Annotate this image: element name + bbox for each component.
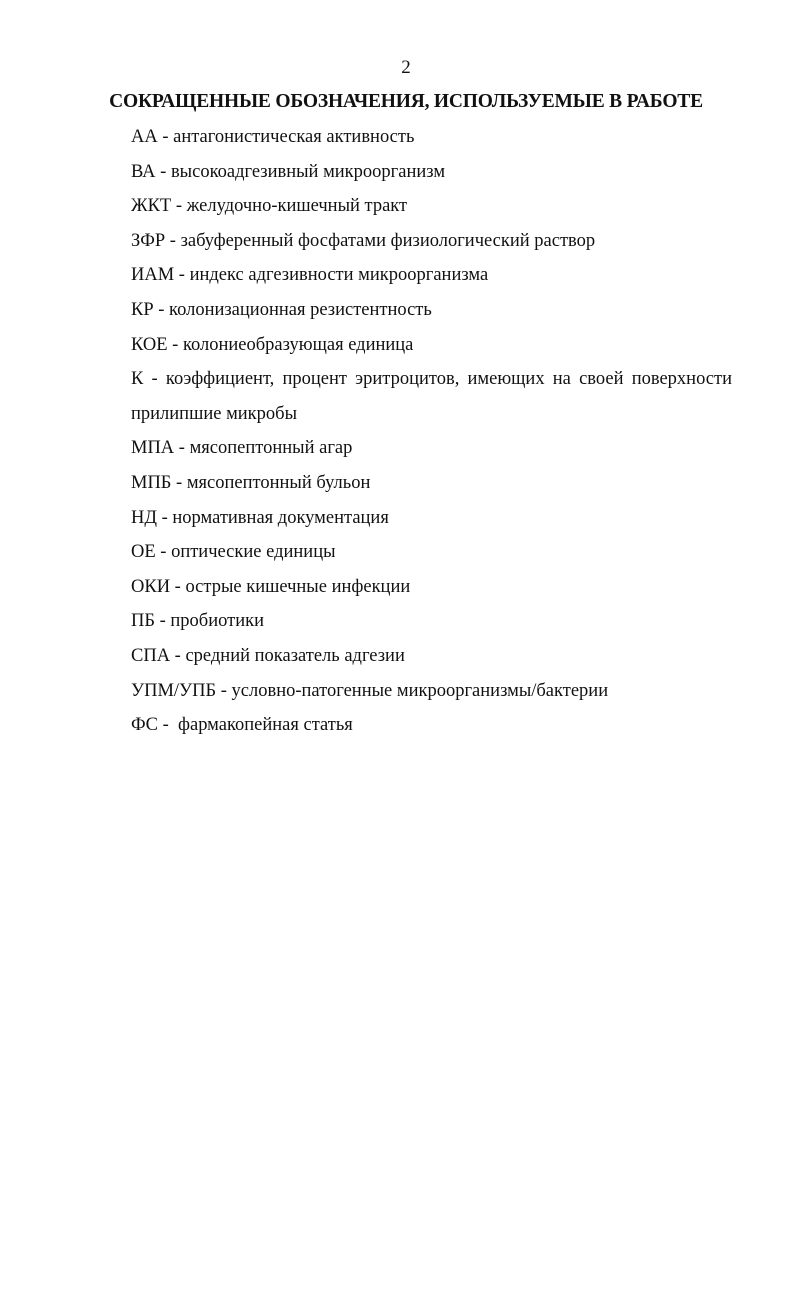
page-title: СОКРАЩЕННЫЕ ОБОЗНАЧЕНИЯ, ИСПОЛЬЗУЕМЫЕ В РАБОТЕ [109,91,703,112]
abbreviation-entry: УПМ/УПБ - условно-патогенные микроорганизмы/бактерии [131,680,609,701]
abbreviation-entry: ИАМ - индекс адгезивности микроорганизма [131,265,489,286]
abbreviation-list [131,120,732,743]
abbreviation-entry: КОЕ - колониеобразующая единица [131,334,414,355]
abbreviation-entry: МПБ - мясопептонный бульон [131,472,371,493]
abbreviation-entry: ПБ - пробиотики [131,611,264,632]
page-number: 2 [401,57,411,78]
abbreviation-entry: МПА - мясопептонный агар [131,438,353,459]
abbreviation-entry: ЗФР - забуференный фосфатами физиологический раствор [131,230,596,251]
abbreviation-entry: ФС - фармакопейная статья [131,715,353,736]
abbreviation-entry: СПА - средний показатель адгезии [131,645,405,666]
abbreviation-entry: ОЕ - оптические единицы [131,542,336,563]
abbreviation-entry: АА - антагонистическая активность [131,127,415,147]
abbreviation-entry: К - коэффициент, процент эритроцитов, имеющих на своей поверхности прилипшие микробы [131,369,732,424]
abbreviation-entry: НД - нормативная документация [131,507,389,528]
abbreviation-entry: КР - колонизационная резистентность [131,299,432,320]
abbreviation-entry: ВА - высокоадгезивный микроорганизм [131,161,446,182]
abbreviation-entry: ЖКТ - желудочно-кишечный тракт [131,196,408,217]
abbreviation-entry: ОКИ - острые кишечные инфекции [131,576,411,597]
